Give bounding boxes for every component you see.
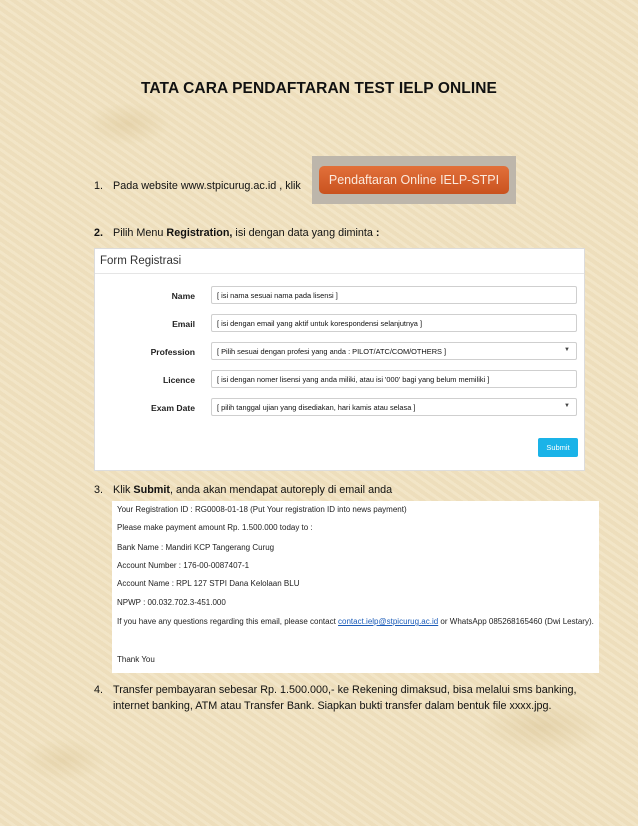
name-label: Name (171, 291, 195, 301)
step-text (113, 482, 392, 498)
document-title: TATA CARA PENDAFTARAN TEST IELP ONLINE (141, 80, 497, 97)
submit-button[interactable]: Submit (538, 438, 578, 457)
profession-select-value: [ Pilih sesuai dengan profesi yang anda : PILOT/ATC/COM/OTHERS ] (217, 346, 447, 356)
step-text-pre: Klik (113, 484, 134, 496)
step-text (113, 225, 380, 241)
registration-form (94, 248, 585, 471)
step-text-post: isi dengan data yang diminta (232, 227, 376, 239)
licence-label: Licence (162, 375, 195, 385)
exam-date-select[interactable] (211, 398, 577, 416)
step-text: Transfer pembayaran sebesar Rp. 1.500.000,- ke Rekening dimaksud, bisa melalui sms banking, internet banking, ATM atau Transfer Bank. Siapkan bukti transfer dalam bentuk file xxxx.jpg. (113, 684, 577, 712)
autoreply-email (112, 501, 599, 673)
email-contact-pre: If you have any questions regarding this email, please contact (117, 617, 339, 626)
email-bank-name: Bank Name : Mandiri KCP Tangerang Curug (117, 543, 275, 552)
step-number: 4. (94, 684, 104, 696)
email-account-name: Account Name : RPL 127 STPI Dana Kelolaan BLU (117, 579, 300, 588)
email-contact-line (117, 617, 594, 626)
name-input[interactable]: [ isi nama sesuai nama pada lisensi ] (211, 286, 577, 304)
step-text-post: , anda akan mendapat autoreply di email anda (170, 484, 393, 496)
step-number: 2. (94, 227, 104, 239)
email-npwp: NPWP : 00.032.702.3-451.000 (117, 598, 226, 607)
step-text-colon: : (375, 227, 380, 239)
step-text: Pada website www.stpicurug.ac.id , klik (113, 180, 301, 192)
profession-label: Profession (150, 347, 195, 357)
email-contact-post: or WhatsApp 085268165460 (Dwi Lestary). (438, 617, 594, 626)
pendaftaran-button-image[interactable] (312, 156, 516, 204)
step-number: 3. (94, 484, 104, 496)
form-title: Form Registrasi (100, 255, 182, 267)
exam-date-select-value: [ pilih tanggal ujian yang disediakan, hari kamis atau selasa ] (217, 402, 416, 412)
form-divider (95, 273, 584, 274)
licence-input[interactable]: [ isi dengan nomer lisensi yang anda miliki, atau isi '000' bagi yang belum memiliki ] (211, 370, 577, 388)
step-text-bold: Submit (133, 484, 170, 496)
email-input[interactable]: [ isi dengan email yang aktif untuk korespondensi selanjutnya ] (211, 314, 577, 332)
step-text-pre: Pilih Menu (113, 227, 167, 239)
exam-date-label: Exam Date (151, 403, 195, 413)
caret-down-icon: ▼ (564, 347, 570, 353)
profession-select[interactable] (211, 342, 577, 360)
step-number: 1. (94, 180, 104, 192)
email-registration-id: Your Registration ID : RG0008-01-18 (Put Your registration ID into news payment) (117, 505, 407, 514)
pendaftaran-online-button[interactable]: Pendaftaran Online IELP-STPI (319, 166, 509, 194)
email-label: Email (172, 319, 195, 329)
caret-down-icon: ▼ (564, 403, 570, 409)
email-thanks: Thank You (117, 655, 155, 664)
email-payment-instruction: Please make payment amount Rp. 1.500.000 today to : (117, 523, 313, 532)
email-account-number: Account Number : 176-00-0087407-1 (117, 561, 250, 570)
step-text-bold: Registration, (166, 227, 233, 239)
contact-email-link[interactable]: contact.ielp@stpicurug.ac.id (338, 617, 439, 626)
